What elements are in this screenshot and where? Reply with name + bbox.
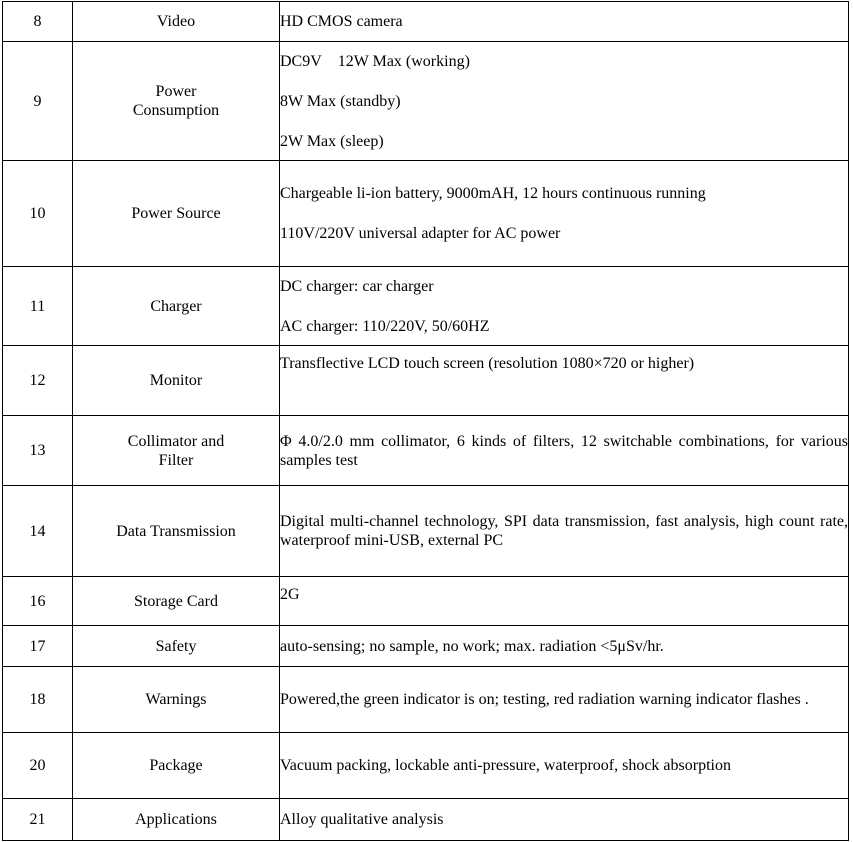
description-line: DC charger: car charger [280, 277, 434, 295]
table-row [3, 267, 849, 346]
item-name-text: Power Source [131, 205, 221, 222]
description-line: 2G [280, 586, 300, 603]
row-number: 17 [3, 626, 73, 667]
row-number: 10 [3, 161, 73, 267]
description-line: AC charger: 110/220V, 50/60HZ [280, 317, 490, 335]
item-name [73, 667, 280, 733]
table-row [3, 346, 849, 416]
spec-table-body [3, 2, 849, 841]
item-description [280, 799, 849, 841]
item-name [73, 42, 280, 161]
item-description [280, 577, 849, 626]
table-row [3, 161, 849, 267]
table-row [3, 799, 849, 841]
item-name-text: Video [156, 13, 196, 30]
row-number: 12 [3, 346, 73, 416]
table-row [3, 416, 849, 486]
item-description [280, 626, 849, 667]
item-name-text: Storage Card [134, 592, 218, 610]
item-name-text: Charger [150, 297, 202, 315]
description-line: auto-sensing; no sample, no work; max. radiation <5μSv/hr. [280, 637, 664, 655]
table-row [3, 667, 849, 733]
table-row [3, 626, 849, 667]
item-name [73, 161, 280, 267]
item-name [73, 416, 280, 486]
row-number: 14 [3, 486, 73, 577]
item-name [73, 626, 280, 667]
description-line: 8W Max (standby) [280, 92, 401, 110]
item-description [280, 161, 849, 267]
item-description [280, 267, 849, 346]
item-description [280, 2, 849, 42]
spec-table [2, 1, 849, 841]
description-line: Chargeable li-ion battery, 9000mAH, 12 hours continuous running [280, 185, 706, 202]
description-line: DC9V 12W Max (working) [280, 52, 470, 70]
item-name-text: Data Transmission [116, 522, 236, 540]
description-line: Alloy qualitative analysis [280, 811, 444, 828]
row-number: 16 [3, 577, 73, 626]
row-number: 9 [3, 42, 73, 161]
table-row [3, 577, 849, 626]
row-number: 11 [3, 267, 73, 346]
item-name [73, 2, 280, 42]
item-description [280, 416, 849, 486]
row-number: 8 [3, 2, 73, 42]
description-line: 110V/220V universal adapter for AC power [280, 225, 561, 242]
item-name-text: Applications [135, 811, 217, 828]
item-name [73, 577, 280, 626]
description-line: Φ 4.0/2.0 mm collimator, 6 kinds of filters, 12 switchable combinations, for various samples test [280, 432, 848, 469]
item-name [73, 486, 280, 577]
item-name [73, 346, 280, 416]
item-description [280, 667, 849, 733]
description-line: Powered,the green indicator is on; testing, red radiation warning indicator flashes . [280, 691, 809, 708]
item-name-text: Monitor [149, 372, 203, 389]
row-number: 20 [3, 733, 73, 799]
item-name-text: Collimator and Filter [127, 432, 225, 469]
item-name [73, 799, 280, 841]
description-line: Digital multi-channel technology, SPI data transmission, fast analysis, high count rate, waterproof mini-USB, external PC [280, 513, 848, 549]
row-number: 18 [3, 667, 73, 733]
item-name [73, 267, 280, 346]
description-line: Transflective LCD touch screen (resolution 1080×720 or higher) [280, 355, 695, 372]
item-name-text: Safety [155, 637, 197, 655]
item-description [280, 42, 849, 161]
item-description [280, 486, 849, 577]
table-row [3, 486, 849, 577]
description-line: HD CMOS camera [280, 13, 403, 30]
description-line: 2W Max (sleep) [280, 132, 384, 150]
item-name-text: Warnings [145, 691, 207, 708]
item-name [73, 733, 280, 799]
row-number: 13 [3, 416, 73, 486]
table-row [3, 2, 849, 42]
item-name-text: Power Consumption [132, 83, 220, 119]
table-row [3, 42, 849, 161]
item-description [280, 733, 849, 799]
description-line: Vacuum packing, lockable anti-pressure, waterproof, shock absorption [280, 757, 731, 774]
item-description [280, 346, 849, 416]
row-number: 21 [3, 799, 73, 841]
table-row [3, 733, 849, 799]
item-name-text: Package [149, 757, 203, 774]
